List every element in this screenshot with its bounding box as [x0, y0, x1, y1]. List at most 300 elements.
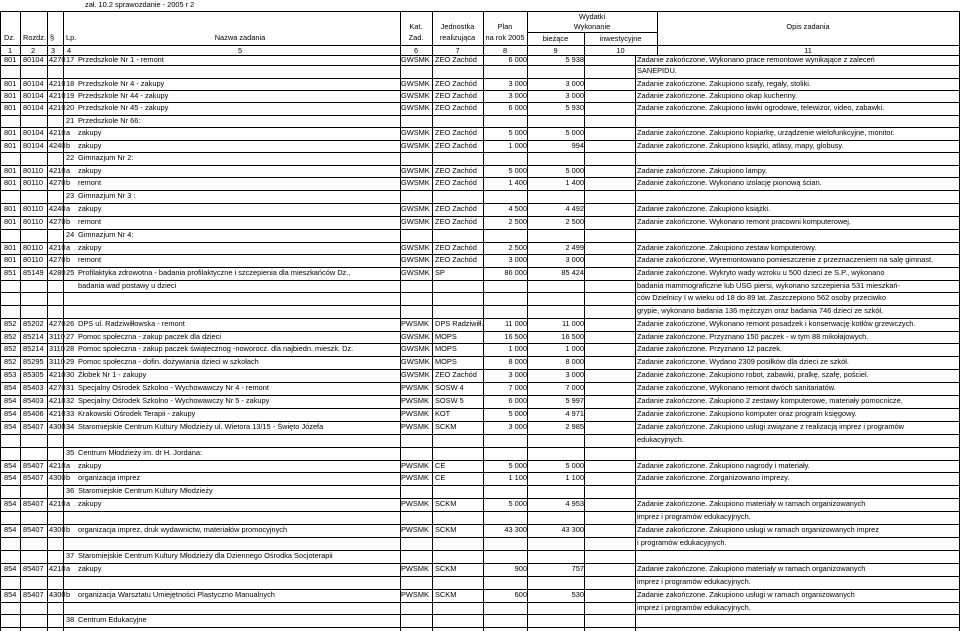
cell-par: 4270 [49, 217, 66, 226]
row-rule [0, 434, 960, 435]
cell-plan: 3 000 [508, 255, 527, 264]
cell-wyk: 16 500 [561, 332, 584, 341]
body-col-line [47, 55, 48, 631]
cell-par: 4210 [49, 103, 66, 112]
row-rule [0, 152, 960, 153]
body-col-line [527, 55, 528, 631]
cell-plan: 5 000 [508, 166, 527, 175]
cell-nazwa: remont [78, 178, 102, 187]
cell-opis: Zadanie zakończone. Przyznano 150 paczek - w tym 88 mikołajowych. [637, 332, 869, 341]
cell-dz: 852 [4, 332, 17, 341]
cell-dz: 801 [4, 255, 17, 264]
cell-opis: Zadanie zakończone. Wykonano remont posadzek i konserwację kotłów grzewczych. [637, 319, 916, 328]
cell-nazwa: Pomoc społeczna - zakup paczek świątecznog -noworocz. dla najbiedn. mieszk. Dz. [78, 344, 354, 353]
cell-opis: grypie, wykonano badania 136 mężczyzn oraz badania 746 dzieci ze szkół. [637, 306, 884, 315]
cell-nazwa: Przedszkole Nr 4 - zakupy [78, 79, 165, 88]
cell-lp: 19 [66, 91, 75, 100]
cell-rozdz: 85407 [23, 473, 44, 482]
cell-rozdz: 80104 [23, 79, 44, 88]
cell-nazwa: Staromiejskie Centrum Kultury Młodzieży dla Dziennego Ośrodka Socjoterapii [78, 551, 333, 560]
cell-lp: 26 [66, 319, 75, 328]
cell-kat: GWSMK [401, 243, 430, 252]
cell-kat: GWSMK [401, 344, 430, 353]
cell-rozdz: 80104 [23, 91, 44, 100]
body-col-line [584, 55, 585, 631]
colnum: 2 [31, 46, 36, 55]
cell-kat: GWSMK [401, 141, 430, 150]
cell-nazwa: Staromiejskie Centrum Kultury Młodzieży [78, 486, 213, 495]
cell-jedn: ZEO Zachód [435, 370, 477, 379]
cell-opis: ców Dzielnicy I w wieku od 18 do 89 lat. Zaszczepiono 562 osoby przeciwko [637, 293, 886, 302]
row-rule [0, 511, 960, 512]
cell-jedn: ZEO Zachód [435, 255, 477, 264]
cell-wyk: 757 [571, 564, 584, 573]
cell-rozdz: 80110 [23, 255, 44, 264]
cell-plan: 2 500 [508, 243, 527, 252]
cell-dz: 801 [4, 141, 17, 150]
cell-opis: Zadanie zakończone. Wykryto wady wzroku u 500 dzieci ze S.P., wykonano [637, 268, 885, 277]
cell-par: 3110 [49, 344, 65, 353]
cell-opis: Zadanie zakończone. Zakupiono usługi w ramach organizowanych imprez [637, 525, 879, 534]
cell-wyk: 1 000 [565, 344, 584, 353]
cell-opis: Zadanie zakończone. Wydano 2309 posiłków dla dzieci ze szkół. [637, 357, 849, 366]
cell-dz: 801 [4, 91, 17, 100]
cell-rozdz: 80110 [23, 178, 44, 187]
header-opis: Opis zadania [786, 22, 830, 31]
cell-nazwa: Staromiejskie Centrum Kultury Młodzieży ul. Wietora 13/15 - Święto Józefa [78, 422, 324, 431]
cell-dz: 854 [4, 422, 17, 431]
cell-lp: 32 [66, 396, 75, 405]
cell-dz: 801 [4, 79, 17, 88]
cell-plan: 5 000 [508, 461, 527, 470]
cell-jedn: CE [435, 461, 446, 470]
cell-kat: GWSMK [401, 79, 430, 88]
cell-opis: Zadanie zakończone. Zakupiono okap kuchenny. [637, 91, 798, 100]
cell-lp: b [66, 217, 71, 226]
body-col-line [20, 55, 21, 631]
header-inwestycyjne: inwestycyjne [599, 34, 642, 43]
cell-opis: Zadanie zakończone. Zakupiono kopiarkę, urządzenie wielofunkcyjne, monitor. [637, 128, 895, 137]
cell-lp: 31 [66, 383, 75, 392]
header-col-line [0, 11, 1, 55]
cell-par: 4210 [49, 370, 66, 379]
cell-jedn: ZEO Zachód [435, 243, 477, 252]
cell-plan: 6 000 [508, 396, 527, 405]
cell-par: 4270 [49, 55, 66, 64]
cell-par: 4210 [49, 79, 66, 88]
cell-rozdz: 80110 [23, 217, 44, 226]
cell-kat: GWSMK [401, 103, 430, 112]
cell-lp: a [66, 564, 71, 573]
header-nazwa: Nazwa zadania [214, 33, 266, 42]
cell-lp: 29 [66, 357, 75, 366]
cell-dz: 801 [4, 166, 17, 175]
cell-jedn: ZEO Zachód [435, 103, 477, 112]
cell-wyk: 530 [571, 590, 584, 599]
cell-lp: b [66, 525, 71, 534]
body-col-line [63, 55, 64, 631]
cell-rozdz: 80104 [23, 128, 44, 137]
cell-plan: 11 000 [504, 319, 527, 328]
cell-par: 4270 [49, 383, 66, 392]
cell-opis: Zadanie zakończone. Zakupiono robot, zabawki, pralkę, szafę, pościel. [637, 370, 869, 379]
cell-par: 4300 [49, 525, 66, 534]
cell-opis: imprez i programów edukacyjnych. [637, 577, 751, 586]
cell-rozdz: 85202 [23, 319, 44, 328]
cell-plan: 6 000 [508, 103, 527, 112]
cell-nazwa: Żłobek Nr 1 - zakupy [78, 370, 147, 379]
colnum: 5 [237, 46, 243, 55]
cell-plan: 1 400 [508, 178, 527, 187]
cell-opis: badania mammograficzne lub USG piersi, wykonano szczepienia 531 mieszkań- [637, 281, 900, 290]
cell-par: 4280 [49, 268, 66, 277]
cell-par: 4210 [49, 243, 66, 252]
cell-wyk: 4 953 [565, 499, 584, 508]
cell-nazwa: Pomoc społeczna - dofin. dożywiania dzieci w szkołach [78, 357, 259, 366]
cell-opis: Zadanie zakończone. Zakupiono szafy, regały, stoliki. [637, 79, 811, 88]
cell-opis: Zadanie zakończone. Wykonano remont pracowni komputerowej. [637, 217, 851, 226]
cell-wyk: 4 492 [565, 204, 584, 213]
cell-dz: 854 [4, 590, 17, 599]
cell-rozdz: 85406 [23, 409, 44, 418]
cell-dz: 801 [4, 178, 17, 187]
cell-wyk: 1 100 [565, 473, 584, 482]
cell-wyk: 11 000 [561, 319, 584, 328]
cell-wyk: 43 300 [561, 525, 584, 534]
cell-nazwa: Przedszkole Nr 66: [78, 116, 141, 125]
cell-rozdz: 85305 [23, 370, 44, 379]
cell-kat: PWSMK [401, 409, 429, 418]
cell-nazwa: organizacja Warsztatu Umiejętności Plastyczno Manualnych [78, 590, 275, 599]
cell-nazwa: zakupy [78, 166, 102, 175]
cell-wyk: 5 997 [565, 396, 584, 405]
cell-lp: 28 [66, 344, 75, 353]
body-col-line [432, 55, 433, 631]
cell-nazwa: Specjalny Ośrodek Szkolno - Wychowawczy Nr 5 - zakupy [78, 396, 270, 405]
cell-jedn: ZEO Zachód [435, 178, 477, 187]
cell-wyk: 2 499 [565, 243, 584, 252]
cell-plan: 16 500 [504, 332, 527, 341]
header-jednostka: Jednostka [440, 22, 475, 31]
cell-opis: Zadanie zakończone. Zakupiono materiały w ramach organizowanych [637, 564, 866, 573]
cell-opis: Zadanie zakończone. Zakupiono komputer oraz program księgowy. [637, 409, 857, 418]
cell-dz: 854 [4, 461, 17, 470]
colnum: 7 [455, 46, 460, 55]
cell-opis: Zadanie zakończone. Wyremontowano pomieszczenie z przeznaczeniem na salę gimnast. [637, 255, 934, 264]
cell-jedn: ZEO Zachód [435, 204, 477, 213]
cell-lp: 33 [66, 409, 75, 418]
cell-lp: a [66, 128, 71, 137]
cell-kat: GWSMK [401, 268, 430, 277]
cell-rozdz: 85407 [23, 590, 44, 599]
cell-rozdz: 80110 [23, 166, 44, 175]
cell-lp: 25 [66, 268, 75, 277]
cell-plan: 3 000 [508, 370, 527, 379]
colnum: 3 [51, 46, 56, 55]
cell-lp: 27 [66, 332, 75, 341]
cell-par: 4210 [49, 396, 66, 405]
cell-jedn: ZEO Zachód [435, 79, 477, 88]
cell-lp: 22 [66, 153, 75, 162]
cell-lp: 37 [66, 551, 75, 560]
cell-nazwa: Gimnazjum Nr 2: [78, 153, 134, 162]
header-kat: Kat. [409, 22, 423, 31]
cell-kat: PWSMK [401, 422, 429, 431]
row-rule [0, 537, 960, 538]
cell-dz: 801 [4, 103, 17, 112]
cell-nazwa: Centrum Młodzieży im. dr H. Jordana: [78, 448, 203, 457]
cell-par: 4300 [49, 473, 66, 482]
header-top-rule [0, 11, 960, 12]
cell-kat: GWSMK [401, 55, 430, 64]
cell-rozdz: 80110 [23, 204, 44, 213]
cell-kat: PWSMK [401, 473, 429, 482]
cell-nazwa: Gimnazjum Nr 3 : [78, 191, 136, 200]
cell-kat: GWSMK [401, 166, 430, 175]
cell-wyk: 3 000 [565, 79, 584, 88]
cell-lp: 18 [66, 79, 75, 88]
cell-par: 4240 [49, 141, 66, 150]
cell-par: 4240 [49, 204, 66, 213]
cell-jedn: ZEO Zachód [435, 55, 477, 64]
cell-jedn: SCKM [435, 525, 457, 534]
row-rule [0, 472, 960, 473]
row-rule [0, 602, 960, 603]
cell-lp: 17 [66, 55, 75, 64]
cell-rozdz: 80104 [23, 103, 44, 112]
cell-dz: 854 [4, 383, 17, 392]
cell-opis: Zadanie zakończone. Zakupiono usługi związane z realizacją imprez i programów [637, 422, 905, 431]
header-zad: Zad. [408, 33, 424, 42]
cell-jedn: MOPS [435, 332, 457, 341]
cell-wyk: 5 000 [565, 461, 584, 470]
cell-lp: 30 [66, 370, 75, 379]
colnum: 8 [502, 46, 508, 55]
header-lp: Lp. [66, 33, 77, 42]
cell-dz: 854 [4, 409, 17, 418]
cell-par: 3110 [49, 357, 65, 366]
cell-nazwa: zakupy [78, 499, 102, 508]
cell-lp: 24 [66, 230, 75, 239]
row-rule [0, 190, 960, 191]
cell-jedn: SOSW 4 [435, 383, 464, 392]
cell-jedn: KOT [435, 409, 451, 418]
cell-nazwa: DPS ul. Radziwiłłowska - remont [78, 319, 185, 328]
row-rule [0, 115, 960, 116]
header-par: § [50, 33, 55, 42]
colnum: 4 [67, 46, 72, 55]
cell-wyk: 5 938 [565, 55, 584, 64]
cell-dz: 851 [4, 268, 17, 277]
cell-wyk: 5 000 [565, 128, 584, 137]
cell-dz: 852 [4, 344, 17, 353]
cell-par: 4210 [49, 564, 66, 573]
cell-wyk: 3 000 [565, 91, 584, 100]
cell-jedn: SP [435, 268, 445, 277]
cell-par: 4300 [49, 422, 66, 431]
cell-rozdz: 80110 [23, 243, 44, 252]
cell-plan: 5 000 [508, 128, 527, 137]
row-rule [0, 460, 960, 461]
cell-par: 4210 [49, 128, 66, 137]
cell-par: 4210 [49, 166, 66, 175]
cell-dz: 852 [4, 357, 17, 366]
cell-rozdz: 85407 [23, 422, 44, 431]
cell-nazwa: Przedszkole Nr 45 - zakupy [78, 103, 169, 112]
cell-opis: imprez i programów edukacyjnych. [637, 512, 751, 521]
cell-opis: i programów edukacyjnych. [637, 538, 727, 547]
cell-plan: 2 500 [508, 217, 527, 226]
header-wydatki: Wydatki [578, 12, 606, 21]
cell-par: 4270 [49, 178, 66, 187]
cell-par: 4210 [49, 499, 66, 508]
cell-lp: 21 [66, 116, 75, 125]
cell-opis: Zadanie zakończone. Zakupiono materiały w ramach organizowanych [637, 499, 866, 508]
cell-wyk: 2 500 [565, 217, 584, 226]
cell-nazwa: zakupy [78, 461, 102, 470]
cell-par: 4300 [49, 590, 66, 599]
cell-par: 4210 [49, 409, 66, 418]
colnum: 11 [804, 46, 812, 55]
cell-lp: 34 [66, 422, 75, 431]
cell-rozdz: 85407 [23, 499, 44, 508]
cell-nazwa: zakupy [78, 243, 102, 252]
cell-kat: PWSMK [401, 590, 429, 599]
cell-jedn: ZEO Zachód [435, 166, 477, 175]
cell-rozdz: 85214 [23, 332, 44, 341]
cell-kat: GWSMK [401, 370, 430, 379]
cell-opis: imprez i programów edukacyjnych. [637, 603, 751, 612]
cell-lp: 38 [66, 615, 75, 624]
cell-par: 3110 [49, 332, 65, 341]
cell-plan: 5 000 [508, 499, 527, 508]
cell-lp: b [66, 255, 71, 264]
cell-kat: PWSMK [401, 525, 429, 534]
cell-opis: Zadanie zakończone. Zakupiono ławki ogrodowe, telewizor, video, zabawki. [637, 103, 885, 112]
cell-dz: 854 [4, 499, 17, 508]
cell-nazwa: Pomoc społeczna - zakup paczek dla dzieci [78, 332, 221, 341]
body-col-line [635, 55, 636, 631]
header-biezace: bieżące [542, 34, 569, 43]
cell-dz: 854 [4, 564, 17, 573]
cell-jedn: MOPS [435, 357, 457, 366]
cell-kat: GWSMK [401, 357, 430, 366]
cell-lp: a [66, 499, 71, 508]
cell-nazwa: remont [78, 255, 102, 264]
cell-nazwa: zakupy [78, 204, 102, 213]
body-col-line [0, 55, 1, 631]
cell-kat: GWSMK [401, 255, 430, 264]
cell-jedn: ZEO Zachód [435, 91, 477, 100]
cell-wyk: 85 424 [561, 268, 584, 277]
cell-nazwa: Centrum Edukacyjne [78, 615, 147, 624]
cell-nazwa: Przedszkole Nr 44 - zakupy [78, 91, 169, 100]
cell-dz: 801 [4, 55, 17, 64]
cell-opis: Zadanie zakończone. Wykonano izolację pionową ścian. [637, 178, 822, 187]
cell-jedn: SOSW 5 [435, 396, 464, 405]
cell-jedn: SCKM [435, 590, 457, 599]
cell-par: 4210 [49, 461, 66, 470]
cell-kat: GWSMK [401, 91, 430, 100]
cell-lp: a [66, 461, 71, 470]
cell-rozdz: 85403 [23, 396, 44, 405]
cell-jedn: ZEO Zachód [435, 128, 477, 137]
cell-kat: GWSMK [401, 128, 430, 137]
cell-plan: 3 000 [508, 91, 527, 100]
cell-rozdz: 85214 [23, 344, 44, 353]
cell-opis: Zadanie zakończone. Zakupiono zestaw komputerowy. [637, 243, 817, 252]
cell-kat: PWSMK [401, 499, 429, 508]
cell-plan: 8 000 [508, 357, 527, 366]
cell-nazwa: zakupy [78, 564, 102, 573]
header-col-line [47, 11, 48, 55]
cell-lp: a [66, 243, 71, 252]
cell-nazwa: Krakowski Ośrodek Terapii - zakupy [78, 409, 196, 418]
cell-jedn: MOPS [435, 344, 457, 353]
cell-dz: 801 [4, 243, 17, 252]
cell-jedn: ZEO Zachód [435, 217, 477, 226]
cell-wyk: 5 930 [565, 103, 584, 112]
cell-plan: 43 300 [504, 525, 527, 534]
cell-nazwa: organizacja imprez, druk wydawnictw, materiałów promocyjnych [78, 525, 288, 534]
cell-plan: 1 000 [508, 141, 527, 150]
cell-wyk: 8 000 [565, 357, 584, 366]
cell-lp: 36 [66, 486, 75, 495]
cell-nazwa: badania wad postawy u dzieci [78, 281, 177, 290]
cell-lp: b [66, 141, 71, 150]
row-rule [0, 165, 960, 166]
cell-rozdz: 85407 [23, 564, 44, 573]
cell-nazwa: organizacja imprez [78, 473, 141, 482]
cell-kat: GWSMK [401, 178, 430, 187]
colnum: 10 [616, 46, 625, 55]
cell-nazwa: Specjalny Ośrodek Szkolno - Wychowawczy Nr 4 - remont [78, 383, 269, 392]
cell-opis: Zadanie zakończone. Zakupiono lampy. [637, 166, 768, 175]
cell-plan: 5 000 [508, 409, 527, 418]
cell-lp: a [66, 204, 71, 213]
cell-plan: 3 000 [508, 79, 527, 88]
cell-opis: Zadanie zakończone. Zakupiono nagrody i materiały. [637, 461, 810, 470]
cell-jedn: DPS Radziwiłł. [435, 319, 484, 328]
cell-wyk: 7 000 [565, 383, 584, 392]
cell-opis: Zadanie zakończone. Zakupiono książki, atlasy, mapy, globusy. [637, 141, 844, 150]
cell-plan: 3 000 [508, 422, 527, 431]
cell-wyk: 5 000 [565, 166, 584, 175]
cell-lp: b [66, 178, 71, 187]
cell-opis: Zadanie zakończone. Zakupiono 2 zestawy komputerowe, materiały pomocnicze. [637, 396, 903, 405]
body-col-line [483, 55, 484, 631]
cell-opis: edukacyjnych. [637, 435, 684, 444]
cell-jedn: SCKM [435, 564, 457, 573]
cell-kat: PWSMK [401, 383, 429, 392]
colnum: 9 [553, 46, 558, 55]
cell-opis: Zadanie zakończone. Zakupiono książki. [637, 204, 771, 213]
cell-par: 4210 [49, 91, 66, 100]
cell-dz: 853 [4, 370, 17, 379]
cell-lp: 35 [66, 448, 75, 457]
cell-opis: SANEPIDU. [637, 66, 677, 75]
cell-nazwa: zakupy [78, 128, 102, 137]
cell-lp: b [66, 473, 71, 482]
cell-plan: 900 [514, 564, 527, 573]
cell-wyk: 3 000 [565, 370, 584, 379]
row-rule [0, 576, 960, 577]
cell-rozdz: 85403 [23, 383, 44, 392]
cell-dz: 801 [4, 128, 17, 137]
cell-nazwa: Gimnazjum Nr 4: [78, 230, 134, 239]
cell-nazwa: zakupy [78, 141, 102, 150]
cell-rozdz: 85407 [23, 461, 44, 470]
